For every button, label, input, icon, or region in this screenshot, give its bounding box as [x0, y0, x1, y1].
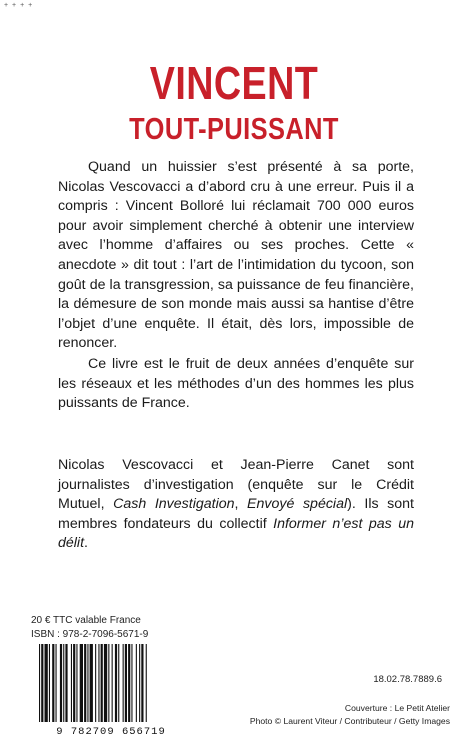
- barcode-bar: [128, 644, 130, 722]
- authors-sep: ,: [234, 496, 248, 513]
- summary-paragraph-2: Ce livre est le fruit de deux années d’enquête sur les réseaux et les méthodes d’un des hommes les plus puissants de France.: [58, 355, 414, 412]
- barcode-bar: [84, 644, 86, 722]
- show-envoye-special: Envoyé spécial: [247, 496, 348, 513]
- authors-text-2: ). Ils sont membres fondateurs du collectif: [58, 496, 414, 532]
- barcode-bar: [76, 644, 77, 722]
- authors-text-1: Nicolas Vescovacci et Jean-Pierre Canet sont journalistes d’investigation (enquête sur le Crédit Mutuel,: [58, 457, 414, 513]
- authors-paragraph: [58, 456, 414, 554]
- barcode-bar: [60, 644, 62, 722]
- barcode-bars: [39, 644, 147, 722]
- barcode-bar: [39, 644, 40, 722]
- barcode-bar: [112, 644, 113, 722]
- barcode-bar: [115, 644, 117, 722]
- barcode-bar: [71, 644, 72, 722]
- barcode-bar: [52, 644, 54, 722]
- barcode-bar: [63, 644, 64, 722]
- barcode-bar: [45, 644, 48, 722]
- barcode-bar: [41, 644, 43, 722]
- barcode-bar: [139, 644, 140, 722]
- barcode-bar: [56, 644, 57, 722]
- barcode-digits: 9 782709 656719: [56, 726, 166, 736]
- show-cash-investigation: Cash Investigation: [113, 496, 235, 513]
- cover-credit: Couverture : Le Petit Atelier: [344, 703, 450, 713]
- book-title: [42, 57, 426, 146]
- summary: [58, 158, 414, 414]
- crop-marks: + + + +: [4, 2, 34, 9]
- barcode-bar: [125, 644, 127, 722]
- authors-end: .: [84, 535, 88, 552]
- barcode-bar: [98, 644, 99, 722]
- title-line-1: VINCENT: [149, 57, 319, 109]
- reference-code: 18.02.78.7889.6: [373, 674, 442, 685]
- barcode-bar: [95, 644, 96, 722]
- barcode-bar: [136, 644, 137, 722]
- barcode-bar: [131, 644, 132, 722]
- photo-credit: Photo © Laurent Viteur / Contributeur / Getty Images: [249, 716, 450, 726]
- price: 20 € TTC valable France: [31, 615, 141, 626]
- barcode-bar: [104, 644, 107, 722]
- price-info: [31, 614, 148, 642]
- barcode-bar: [141, 644, 143, 722]
- barcode-bar: [118, 644, 119, 722]
- title-line-2: TOUT-PUISSANT: [129, 111, 339, 146]
- barcode-bar: [108, 644, 109, 722]
- barcode-bar: [73, 644, 75, 722]
- credits: [250, 702, 450, 728]
- barcode-bar: [65, 644, 67, 722]
- barcode-bar: [80, 644, 83, 722]
- barcode-bar: [87, 644, 88, 722]
- summary-paragraph-1: Quand un huissier s’est présenté à sa porte, Nicolas Vescovacci a d’abord cru à une erreur. Puis il a compris : Vincent Bolloré lui réclamait 700 000 euros pour avoir simplement cherché à obtenir une interview avec l’homme d’affaires ou ses proches. Cette « anecdote » dit tout : l’art de l’intimidation du tycoon, son goût de la transgression, sa puissance de feu financière, la démesure de son monde mais aussi sa hantise d’être l’objet d’une enquête. Il était, dès lors, impossible de renoncer.: [58, 159, 414, 352]
- authors-bio: [58, 456, 414, 554]
- barcode-bar: [123, 644, 124, 722]
- barcode: [31, 644, 191, 736]
- barcode-bar: [49, 644, 50, 722]
- isbn: ISBN : 978-2-7096-5671-9: [31, 629, 149, 640]
- collective-name: Informer n’est pas un délit: [58, 515, 414, 552]
- barcode-bar: [146, 644, 147, 722]
- barcode-bar: [90, 644, 93, 722]
- barcode-bar: [101, 644, 103, 722]
